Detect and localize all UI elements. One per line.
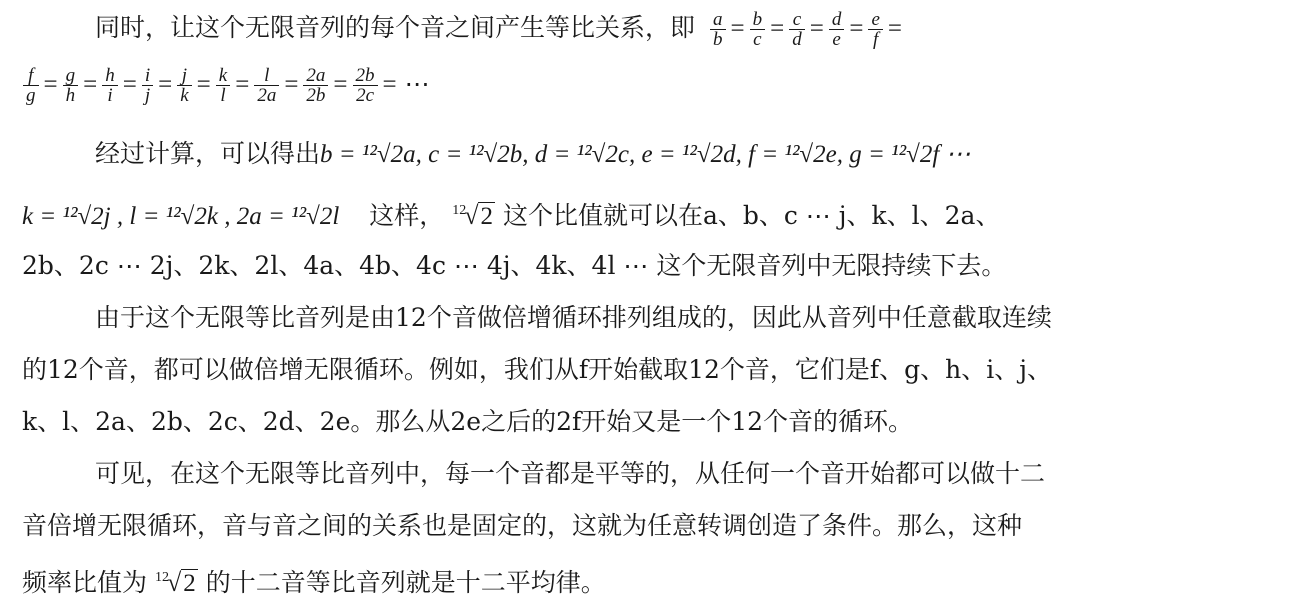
ratio-fraction <box>142 66 153 105</box>
ratio-chain-part-1 <box>695 10 906 49</box>
equals-sign: = <box>43 71 58 98</box>
ratio-fraction <box>303 66 328 105</box>
fraction-numerator: k <box>216 66 230 86</box>
equals-sign: = <box>235 71 250 98</box>
ratio-fraction <box>216 66 230 105</box>
equals-sign: = <box>382 71 397 98</box>
fraction-numerator: h <box>102 66 118 86</box>
ratio-fraction <box>23 66 39 105</box>
ratio-chain-part-2 <box>22 66 401 105</box>
fraction-denominator: b <box>713 29 723 49</box>
paragraph-3-text-1: 由于这个无限等比音列是由12个音做倍增循环排列组成的，因此从音列中任意截取连续 <box>95 303 1052 332</box>
ratio-fraction <box>710 10 726 49</box>
ratio-fraction <box>102 66 118 105</box>
equals-sign: = <box>158 71 173 98</box>
paragraph-2-tail-1: 这样， <box>369 201 445 230</box>
fraction-denominator: d <box>792 29 802 49</box>
fraction-numerator: j <box>177 66 191 86</box>
fraction-denominator: c <box>753 29 762 49</box>
equals-sign: = <box>333 71 348 98</box>
twelfth-root-of-two-2: $^{12}$√2 <box>154 568 196 597</box>
fraction-denominator: g <box>26 85 36 105</box>
equals-sign: = <box>730 15 745 42</box>
paragraph-1-line-1 <box>95 10 1300 49</box>
fraction-numerator: d <box>829 10 845 30</box>
equals-sign: = <box>196 71 211 98</box>
paragraph-4-pre: 频率比值为 <box>22 568 148 597</box>
paragraph-3-line-1 <box>95 302 1300 334</box>
fraction-numerator: 2a <box>303 66 328 86</box>
paragraph-2-line-1 <box>95 138 1300 171</box>
fraction-numerator: c <box>789 10 805 30</box>
fraction-denominator: h <box>65 85 76 105</box>
ratio-ellipsis: ⋯ <box>404 71 430 98</box>
paragraph-2-line-2 <box>22 195 1300 233</box>
paragraph-1-line-2 <box>22 66 1300 105</box>
ratio-fraction <box>177 66 191 105</box>
paragraph-2-line-3-text: 2b、2c ⋯ 2j、2k、2l、4a、4b、4c ⋯ 4j、4k、4l ⋯ 这个无限音列中无限持续下去。 <box>22 251 1007 280</box>
paragraph-4-text-1: 可见，在这个无限等比音列中，每一个音都是平等的，从任何一个音开始都可以做十二 <box>95 459 1046 488</box>
ratio-fraction <box>353 66 378 105</box>
equals-sign: = <box>809 15 824 42</box>
fraction-denominator: j <box>144 85 151 105</box>
fraction-numerator: b <box>750 10 766 30</box>
equation-series-2: k = ¹²√2j , l = ¹²√2k , 2a = ¹²√2l <box>22 203 340 230</box>
equals-sign: = <box>887 15 902 42</box>
ratio-fraction <box>750 10 766 49</box>
fraction-numerator: l <box>254 66 279 86</box>
fraction-numerator: a <box>710 10 726 30</box>
fraction-denominator: e <box>832 29 841 49</box>
equals-sign: = <box>284 71 299 98</box>
paragraph-3-text-3: k、l、2a、2b、2c、2d、2e。那么从2e之后的2f开始又是一个12个音的循环。 <box>22 407 914 436</box>
equation-series-1: b = ¹²√2a, c = ¹²√2b, d = ¹²√2c, e = ¹²√2d, f = ¹²√2e, g = ¹²√2f ⋯ <box>320 141 971 168</box>
equals-sign: = <box>770 15 785 42</box>
fraction-numerator: f <box>23 66 39 86</box>
equals-sign: = <box>849 15 864 42</box>
ratio-fraction <box>789 10 805 49</box>
fraction-denominator: i <box>107 85 113 105</box>
twelfth-root-of-two: $^{12}$√2 <box>452 201 493 230</box>
paragraph-4-line-2 <box>22 510 1300 542</box>
paragraph-4-line-3 <box>22 562 1300 600</box>
fraction-numerator: 2b <box>353 66 378 86</box>
ratio-fraction <box>254 66 279 105</box>
fraction-denominator: k <box>180 85 189 105</box>
paragraph-4-post: 的十二音等比音列就是十二平均律。 <box>205 568 606 597</box>
ratio-fraction <box>868 10 882 49</box>
paragraph-2-line-3 <box>22 250 1300 282</box>
ratio-fraction <box>63 66 79 105</box>
equals-sign: = <box>122 71 137 98</box>
fraction-numerator: e <box>868 10 882 30</box>
fraction-denominator: l <box>220 85 226 105</box>
paragraph-2-tail-2: 这个比值就可以在a、b、c ⋯ j、k、l、2a、 <box>502 201 1001 230</box>
equals-sign: = <box>83 71 98 98</box>
fraction-denominator: 2a <box>257 85 277 105</box>
fraction-denominator: 2c <box>356 85 374 105</box>
paragraph-3-text-2: 的12个音，都可以做倍增无限循环。例如，我们从f开始截取12个音，它们是f、g、h、i、j、 <box>22 355 1052 384</box>
paragraph-3-line-2 <box>22 354 1300 386</box>
paragraph-4-line-1 <box>95 458 1300 490</box>
fraction-numerator: i <box>142 66 153 86</box>
paragraph-3-line-3 <box>22 406 1300 438</box>
paragraph-2-lead: 经过计算，可以得出 <box>95 139 321 168</box>
paragraph-1-text: 同时，让这个无限音列的每个音之间产生等比关系，即 <box>95 13 696 42</box>
fraction-denominator: 2b <box>306 85 326 105</box>
fraction-numerator: g <box>63 66 79 86</box>
fraction-denominator: f <box>873 29 879 49</box>
ratio-fraction <box>829 10 845 49</box>
paragraph-4-text-2: 音倍增无限循环，音与音之间的关系也是固定的，这就为任意转调创造了条件。那么，这种 <box>22 511 1023 540</box>
